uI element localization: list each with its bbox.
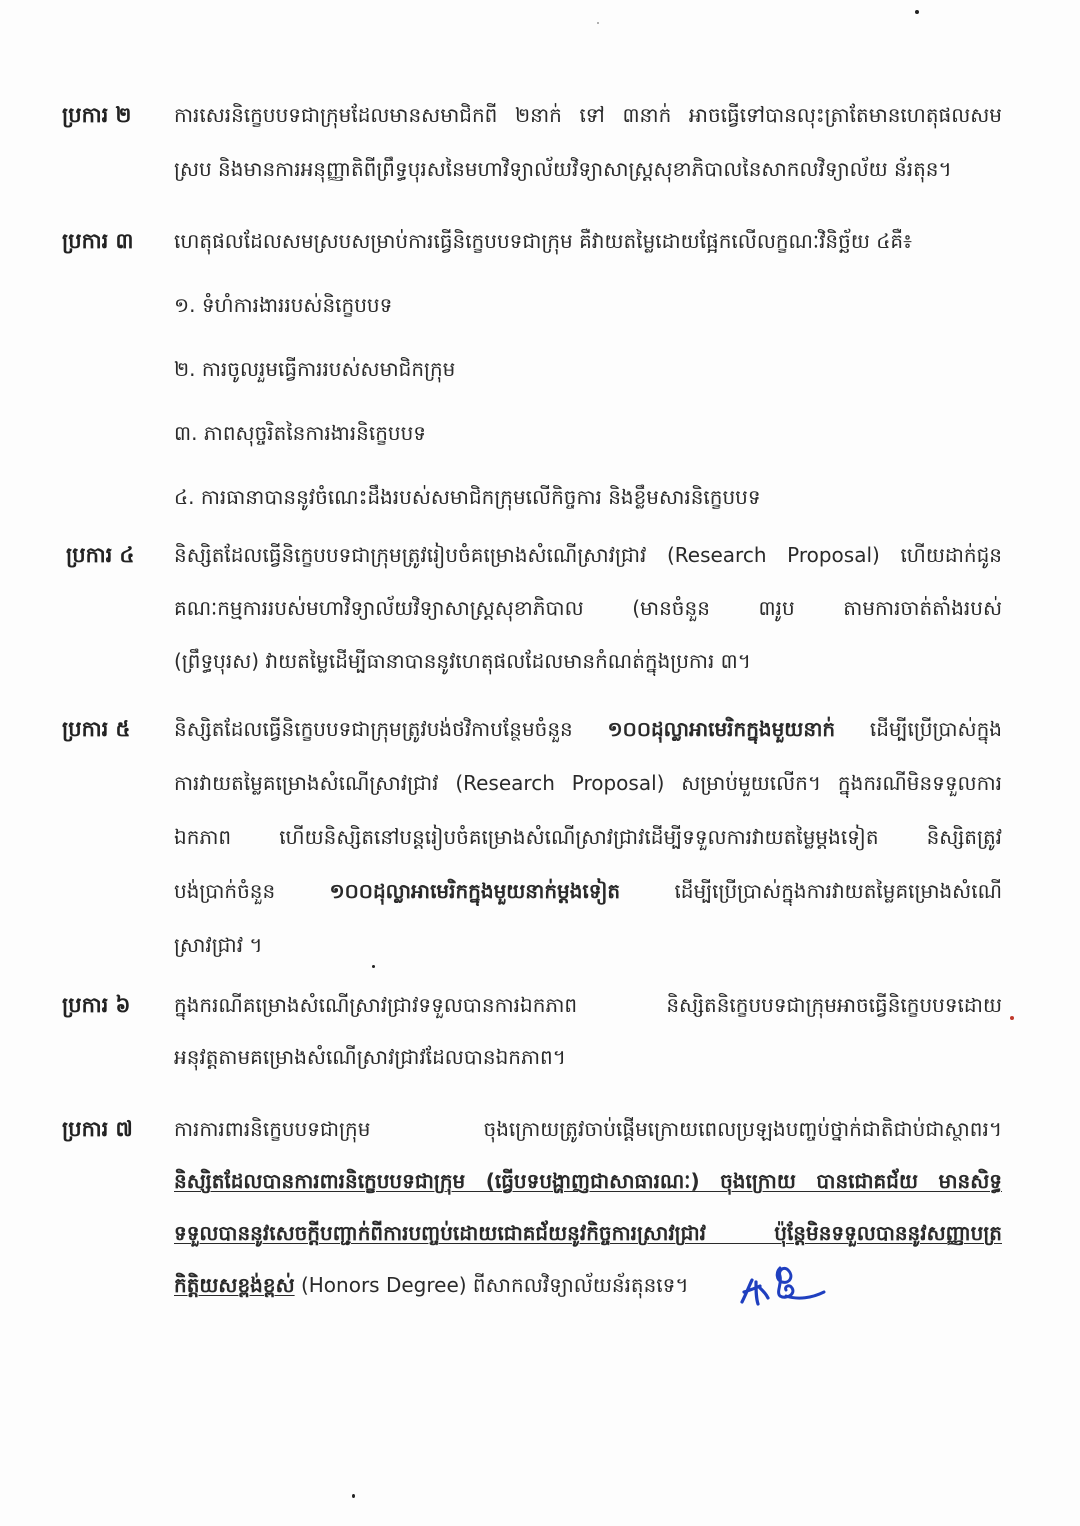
scan-speck xyxy=(597,22,599,24)
article-text-line: (ព្រឹទ្ធបុរស) វាយតម្លៃដើម្បីធានាបាននូវហេតុផលដែលមានកំណត់ក្នុងប្រការ ៣។ xyxy=(174,649,751,673)
underlined-text-line: ទទួលបាននូវសេចក្តីបញ្ជាក់ពីការបញ្ចប់ដោយជោគជ័យនូវកិច្ចការស្រាវជ្រាវ ប៉ុន្តែមិនទទួលបាននូវសញ្ញាបត្រ xyxy=(174,1221,1002,1245)
article-text-line: ស្រាវជ្រាវ ។ xyxy=(174,933,263,957)
underlined-term: កិត្តិយសខ្ពង់ខ្ពស់ xyxy=(174,1273,295,1297)
text-segment: និស្សិតដែលធ្វើនិក្ខេបបទជាក្រុមត្រូវបង់ថវិកាបន្ថែមចំនួន xyxy=(174,717,608,741)
article-text-line: ស្រប និងមានការអនុញ្ញាតិពីព្រឹទ្ធបុរសនៃមហាវិទ្យាល័យវិទ្យាសាស្ត្រសុខាភិបាលនៃសាកលវិទ្យាល័យ ន័រតុន។ xyxy=(174,157,952,181)
article-label: ប្រការ ៣ xyxy=(62,229,134,253)
scan-speck xyxy=(372,965,375,968)
criteria-list-item: ៤. ការធានាបាននូវចំណេះដឹងរបស់សមាជិកក្រុមលើកិច្ចការ និងខ្លឹមសារនិក្ខេបបទ xyxy=(174,485,761,509)
article-body xyxy=(174,1114,1002,1300)
scan-speck xyxy=(352,1494,355,1498)
scan-speck xyxy=(1010,1016,1014,1020)
text-segment: (Honors Degree) ពីសាកលវិទ្យាល័យន័រតុនទេ។ xyxy=(294,1273,689,1297)
article-text-line xyxy=(174,1270,1002,1300)
article-text-line: ឯកភាព ហើយនិស្សិតនៅបន្តរៀបចំគម្រោងសំណើស្រាវជ្រាវដើម្បីទទួលការវាយតម្លៃម្តងទៀត និស្សិតត្រូវ xyxy=(174,825,1002,849)
criteria-list-item: ៣. ភាពសុច្ចរិតនៃការងារនិក្ខេបបទ xyxy=(174,421,426,445)
article-label: ប្រការ ៦ xyxy=(62,993,131,1017)
scan-speck xyxy=(915,10,919,14)
article-text-line: ការសេរនិក្ខេបបទជាក្រុមដែលមានសមាជិកពី ២នាក់ ទៅ ៣នាក់ អាចធ្វើទៅបានលុះត្រាតែមានហេតុផលសម xyxy=(174,103,1002,127)
criteria-list-item: ២. ការចូលរួមធ្វើការរបស់សមាជិកក្រុម xyxy=(174,357,456,381)
signature-initials xyxy=(736,1258,832,1314)
article-label: ប្រការ ២ xyxy=(62,103,132,127)
article-text-line: គណៈកម្មការរបស់មហាវិទ្យាល័យវិទ្យាសាស្ត្រសុខាភិបាល (មានចំនួន ៣រូប តាមការចាត់តាំងរបស់ xyxy=(174,596,1002,620)
article-body xyxy=(174,226,1002,512)
article-body xyxy=(174,100,1002,184)
criteria-list-item: ១. ទំហំការងាររបស់និក្ខេបបទ xyxy=(174,293,393,317)
text-segment: ដើម្បីប្រើប្រាស់ក្នុងការវាយតម្លៃគម្រោងសំណើ xyxy=(620,879,1002,903)
article-body xyxy=(174,714,1002,960)
article-text-line xyxy=(174,876,1002,906)
bold-amount: ១០០ដុល្លាអាមេរិកក្នុងមួយនាក់ម្តងទៀត xyxy=(329,879,621,903)
article-text-line: ការវាយតម្លៃគម្រោងសំណើស្រាវជ្រាវ (Research Proposal) សម្រាប់មួយលើក។ ក្នុងករណីមិនទទួលការ xyxy=(174,771,1002,795)
article-text-line: ក្នុងករណីគម្រោងសំណើស្រាវជ្រាវទទួលបានការឯកភាព និស្សិតនិក្ខេបបទជាក្រុមអាចធ្វើនិក្ខេបបទដោយ xyxy=(174,993,1002,1017)
article-text-line: ការការពារនិក្ខេបបទជាក្រុម ចុងក្រោយត្រូវចាប់ផ្តើមក្រោយពេលប្រឡងបញ្ចប់ថ្នាក់ជាតិជាប់ជាស្ថាពរ។ xyxy=(174,1117,1002,1141)
underlined-text-line: និស្សិតដែលបានការពារនិក្ខេបបទជាក្រុម (ធ្វើបទបង្ហាញជាសាធារណៈ) ចុងក្រោយ បានជោគជ័យ មានសិទ្ធ xyxy=(174,1169,1002,1193)
article-text-line xyxy=(174,714,1002,744)
article-body xyxy=(174,990,1002,1072)
text-segment: បង់ប្រាក់ចំនួន xyxy=(174,879,330,903)
article-text-line: អនុវត្តតាមគម្រោងសំណើស្រាវជ្រាវដែលបានឯកភាព។ xyxy=(174,1045,566,1069)
article-intro: ហេតុផលដែលសមស្របសម្រាប់ការធ្វើនិក្ខេបបទជាក្រុម គឺវាយតម្លៃដោយផ្អែកលើលក្ខណៈវិនិច្ឆ័យ ៤គឺ៖ xyxy=(174,229,912,253)
bold-amount: ១០០ដុល្លាអាមេរិកក្នុងមួយនាក់ xyxy=(607,717,836,741)
article-label: ប្រការ ៧ xyxy=(62,1117,133,1141)
article-body xyxy=(174,540,1002,676)
article-label: ប្រការ ៥ xyxy=(62,717,131,741)
article-label: ប្រការ ៤ xyxy=(66,543,135,567)
article-text-line: និស្សិតដែលធ្វើនិក្ខេបបទជាក្រុមត្រូវរៀបចំគម្រោងសំណើស្រាវជ្រាវ (Research Proposal) ហើយដាក់ជូន xyxy=(174,543,1002,567)
text-segment: ដើម្បីប្រើប្រាស់ក្នុង xyxy=(835,717,1002,741)
